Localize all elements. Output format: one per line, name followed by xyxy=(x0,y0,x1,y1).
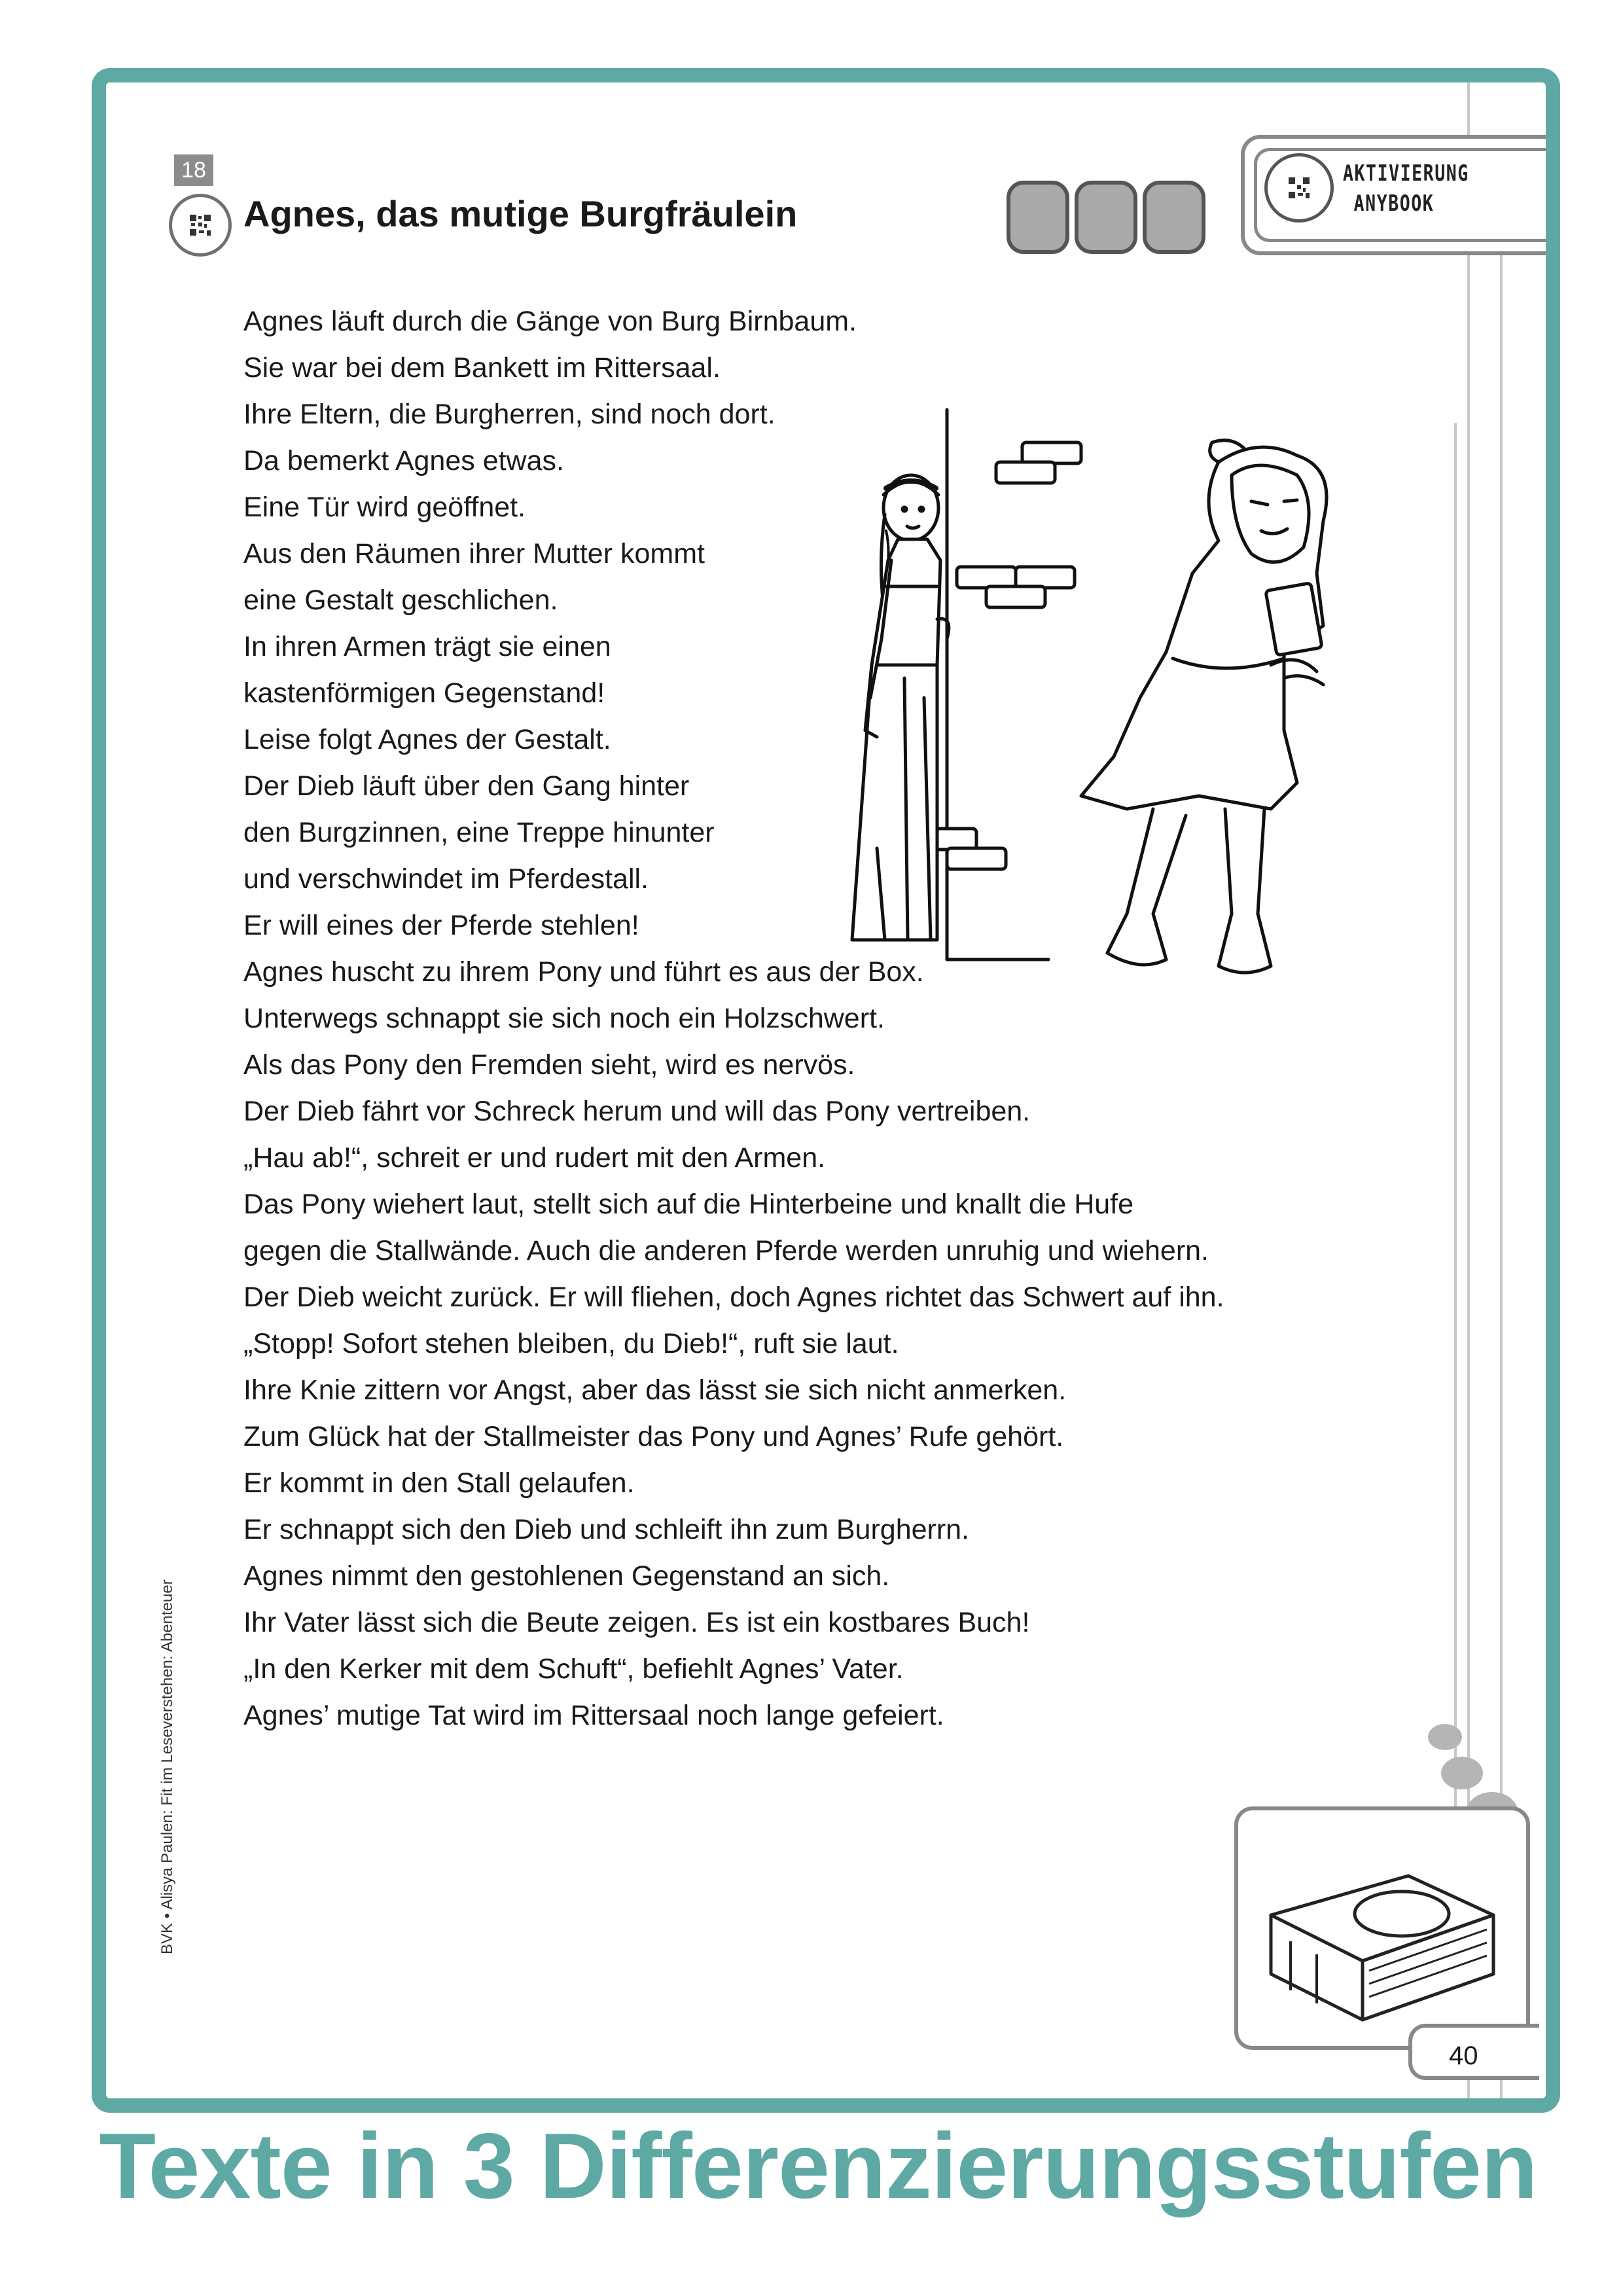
story-line: Leise folgt Agnes der Gestalt. xyxy=(243,724,611,755)
story-line: Da bemerkt Agnes etwas. xyxy=(243,445,564,476)
girl-watching-thief-illustration xyxy=(800,390,1454,1045)
story-line: Als das Pony den Fremden sieht, wird es nervös. xyxy=(243,1049,855,1081)
story-line: In ihren Armen trägt sie einen xyxy=(243,631,611,662)
story-line: Das Pony wiehert laut, stellt sich auf die Hinterbeine und knallt die Hufe xyxy=(243,1189,1134,1220)
story-line: Der Dieb weicht zurück. Er will fliehen, doch Agnes richtet das Schwert auf ihn. xyxy=(243,1282,1224,1313)
story-line: Er kommt in den Stall gelaufen. xyxy=(243,1467,635,1499)
anybook-label xyxy=(1343,158,1469,219)
story-line: eine Gestalt geschlichen. xyxy=(243,584,558,616)
page-number: 40 xyxy=(1408,2024,1539,2080)
decor-line xyxy=(1467,82,1470,2098)
level-3-pill xyxy=(1143,181,1205,254)
decor-bubble xyxy=(1441,1757,1483,1789)
story-line: Sie war bei dem Bankett im Rittersaal. xyxy=(243,352,721,384)
story-line: Agnes huscht zu ihrem Pony und führt es aus der Box. xyxy=(243,956,924,988)
story-line: Agnes nimmt den gestohlenen Gegenstand an sich. xyxy=(243,1560,890,1592)
story-line: den Burgzinnen, eine Treppe hinunter xyxy=(243,817,715,848)
anybook-line-2: ANYBOOK xyxy=(1353,190,1435,217)
level-1-pill xyxy=(1007,181,1069,254)
story-line: Aus den Räumen ihrer Mutter kommt xyxy=(243,538,705,569)
tagline: Texte in 3 Differenzierungsstufen xyxy=(99,2114,1537,2218)
story-line: „Stopp! Sofort stehen bleiben, du Dieb!“, ruft sie laut. xyxy=(243,1328,899,1359)
story-line: Ihre Eltern, die Burgherren, sind noch dort. xyxy=(243,399,776,430)
story-line: Der Dieb fährt vor Schreck herum und will das Pony vertreiben. xyxy=(243,1096,1031,1127)
story-line: Ihre Knie zittern vor Angst, aber das lässt sie sich nicht anmerken. xyxy=(243,1374,1067,1406)
anybook-line-1: AKTIVIERUNG xyxy=(1343,160,1469,187)
anybook-qr-icon xyxy=(1264,153,1334,223)
decor-bubble xyxy=(1428,1724,1462,1750)
story-line: Ihr Vater lässt sich die Beute zeigen. Es ist ein kostbares Buch! xyxy=(243,1607,1030,1638)
qr-code-icon xyxy=(169,194,232,257)
level-2-pill xyxy=(1075,181,1137,254)
worksheet-frame xyxy=(92,68,1560,2113)
book-icon xyxy=(1251,1863,1507,2033)
page-title: Agnes, das mutige Burgfräulein xyxy=(243,193,798,234)
story-line: Er will eines der Pferde stehlen! xyxy=(243,910,639,941)
story-line: Er schnappt sich den Dieb und schleift ihn zum Burgherrn. xyxy=(243,1514,970,1545)
story-line: „Hau ab!“, schreit er und rudert mit den Armen. xyxy=(243,1142,826,1174)
story-line: „In den Kerker mit dem Schuft“, befiehlt Agnes’ Vater. xyxy=(243,1653,904,1685)
story-line: Agnes’ mutige Tat wird im Rittersaal noch lange gefeiert. xyxy=(243,1700,944,1731)
story-line: gegen die Stallwände. Auch die anderen Pferde werden unruhig und wiehern. xyxy=(243,1235,1209,1266)
story-line: kastenförmigen Gegenstand! xyxy=(243,677,605,709)
story-line: Agnes läuft durch die Gänge von Burg Birnbaum. xyxy=(243,306,857,337)
story-line: Eine Tür wird geöffnet. xyxy=(243,492,526,523)
anybook-activation-box[interactable] xyxy=(1241,135,1560,255)
story-line: Unterwegs schnappt sie sich noch ein Holzschwert. xyxy=(243,1003,885,1034)
story-line: Zum Glück hat der Stallmeister das Pony und Agnes’ Rufe gehört. xyxy=(243,1421,1064,1452)
section-number-badge: 18 xyxy=(174,154,213,186)
side-credit: BVK • Alisya Paulen: Fit im Leseverstehen: Abenteuer xyxy=(158,1579,176,1954)
book-icon-box xyxy=(1234,1806,1530,2050)
story-line: und verschwindet im Pferdestall. xyxy=(243,863,649,895)
story-line: Der Dieb läuft über den Gang hinter xyxy=(243,770,690,802)
